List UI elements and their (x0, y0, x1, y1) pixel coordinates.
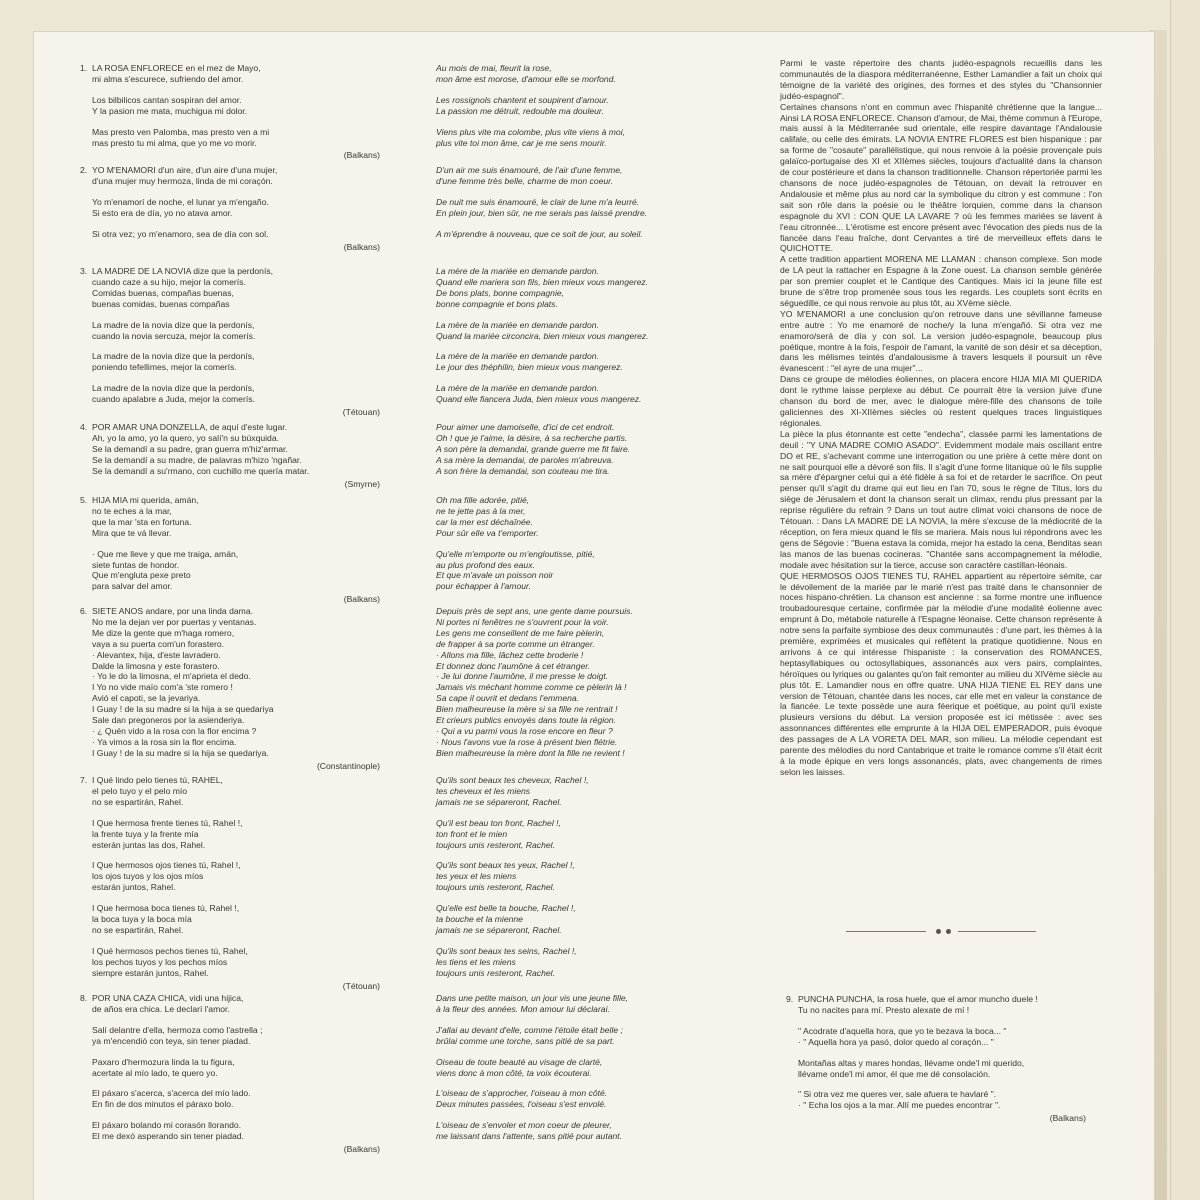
lyric-line: mon âme est morose, d'amour elle se morfond. (436, 73, 616, 84)
song-block (80, 495, 380, 605)
song-origin: (Tétouan) (342, 407, 380, 418)
translation-block (436, 422, 734, 477)
lyric-line: esterán juntas las dos, Rahel. (92, 839, 206, 850)
stanza-gap (92, 1078, 380, 1088)
song-block (80, 63, 380, 161)
song-origin: (Smyrne) (344, 478, 380, 489)
lyric-line: Montañas altas y mares hondas, llévame onde'l mi querido, (798, 1057, 1025, 1068)
song-number: 6. (80, 606, 88, 616)
lyric-line: POR UNA CAZA CHICA, vidi una hijica, (92, 993, 244, 1003)
stanza-gap (92, 1015, 380, 1025)
stanza-gap (436, 219, 734, 229)
lyric-line: · " Aquella hora ya pasó, dolor quedo al coraçón... " (798, 1036, 994, 1047)
lyric-line: · Yo le do la limosna, el m'aprieta el dedo. (92, 671, 251, 682)
stanza-gap (436, 187, 734, 197)
lyric-line: El páxaro bolando mi corasón llorando. (92, 1120, 242, 1131)
song-9-lyrics (786, 994, 1086, 1124)
lyric-line: I Que hermosos ojos tienes tú, Rahel !, (92, 860, 241, 871)
lyric-line: I Guay ! de la su madre si la hija se quedariya. (92, 747, 269, 758)
lyric-line: el pelo tuyo y el pelo mío (92, 785, 188, 796)
stanza-gap (92, 850, 380, 860)
lyric-line: I Qué lindo pelo tienes tú, RAHEL, (92, 775, 223, 785)
lyric-line: Et crieurs publics envoyés dans toute la région. (436, 715, 617, 726)
lyric-line: · ¿ Quén vido a la rosa con la flor encima ? (92, 725, 257, 736)
stanza-gap (92, 187, 380, 197)
lyric-line: Qu'ils sont beaux tes cheveux, Rachel !, (436, 775, 589, 785)
lyric-line: En fin de dos minutos el páraxo bolo. (92, 1099, 234, 1110)
lyric-line: I Que hermosa frente tienes tú, Rahel !, (92, 817, 243, 828)
lyric-line: vaya a su puerta com'un forastero. (92, 638, 225, 649)
lyric-line: Qu'elle m'emporte ou m'engloutisse, pitié, (436, 548, 595, 559)
lyric-line: La madre de la novia dize que la perdonís, (92, 351, 255, 362)
song-number: 3. (80, 266, 88, 276)
lyric-line: cuando apalabre a Juda, mejor la comerís. (92, 394, 255, 405)
lyric-line: Se la demandí a su madre, de palavras m'hizo 'ngañar. (92, 454, 302, 465)
lyric-line: que la mar 'sta en fortuna. (92, 516, 192, 527)
lyric-line: Qu'elle est belle ta bouche, Rachel !, (436, 903, 576, 914)
lyric-line: car la mer est déchaînée. (436, 516, 533, 527)
lyric-line: · Qui a vu parmi vous la rose encore en fleur ? (436, 725, 613, 736)
translation-block (436, 63, 734, 148)
lyric-line: Dans une petite maison, un jour vis une jeune fille, (436, 993, 629, 1003)
lyric-line: la frente tuya y la frente mía (92, 828, 199, 839)
translation-block (436, 775, 734, 979)
lyric-line: En plein jour, bien sûr, ne me serais pas laissé prendre. (436, 207, 648, 218)
lyric-line: au plus profond des eaux. (436, 559, 535, 570)
song-number: 9. (786, 994, 794, 1004)
lyric-line: Deux minutes passées, l'oiseau s'est envolé. (436, 1099, 607, 1110)
lyric-line: brûlai comme une torche, sans pitié de sa part. (436, 1035, 615, 1046)
lyric-line: · Ya vimos a la rosa sin la flor encima. (92, 736, 237, 747)
lyric-line: Que m'engluta pexe preto (92, 570, 191, 581)
lyric-line: A sa mère la demandai, de paroles m'abreuva. (436, 454, 614, 465)
stanza-gap (92, 117, 380, 127)
lyric-line: llévame onde'l mi amor, él que me dé consolación. (798, 1068, 991, 1079)
lyric-line: La passion me détruit, redouble ma douleur. (436, 105, 604, 116)
stanza-gap (92, 219, 380, 229)
lyric-line: PUNCHA PUNCHA, la rosa huele, que el amor muncho duele ! (798, 994, 1038, 1004)
lyric-line: Pour sûr elle va t'emporter. (436, 527, 539, 538)
stanza-gap (436, 85, 734, 95)
translation-block (436, 495, 734, 592)
lyric-line: Le jour des théphilin, bien mieux vous mangerez. (436, 362, 623, 373)
lyric-line: poniendo tefellimes, mejor la comerís. (92, 362, 237, 373)
sleeve-edge (1170, 0, 1200, 1200)
lyric-line: ya m'encendió con teya, sin tener piadad. (92, 1035, 251, 1046)
commentary-paragraph: La pièce la plus étonnante est cette "endecha", classée parmi les lamentations de deuil : "Y UNA MADRE COMIO ASADO". Evidemment modale mais oscillant entre DO et RE, s'achevant comme une interrogation ou une prière à cette mère dont on ne sait pourquoi elle a dévoré son fils. Il s'agit d'une forme litanique où le fils supplie sa mère d'épargner celui qui a été fidèle à sa foi et de retarder le sacrifice. On peut penser qu'il s'agit du drame qui eut lieu en l'an 70, sous le règne de Titus, lors du siège de Jérusalem et dont la chanson serait un climax, rendu plus pressant par la reprise régulière du refrain ? Dans un tout autre climat voici chansons de noce de Tétouan. : Dans LA MADRE DE LA NOVIA, la mère s'excuse de la médiocrité de la réception, on fera mieux quand le fils se mariera. Mais nous lui répondrons avec les gens de Ségovie : "Buena estava la comida, mejor ha estado la cena, Benditas sean las manos de las buenas cocineras. "Chantée sans accompagnement la mélodie, modale avec hésitation sur la tierce, accuse son caractère castillan-léonais. (780, 428, 1102, 570)
lyric-line: para salvar del amor. (92, 581, 173, 592)
lyric-line: Les gens me conseillent de me faire pèlerin, (436, 627, 605, 638)
lyric-line: La madre de la novia dize que la perdonís, (92, 319, 255, 330)
lyric-line: · Je lui donne l'aumône, il me presse le doigt. (436, 671, 609, 682)
lyric-line: d'une femme très belle, charme de mon coeur. (436, 175, 614, 186)
lyric-line: Viens plus vite ma colombe, plus vite viens à moi, (436, 126, 625, 137)
translation-block (436, 266, 734, 405)
stanza-gap (92, 936, 380, 946)
lyric-line: Sa cape il ouvrit et dedans l'emmena. (436, 693, 580, 704)
translation-block (436, 165, 734, 240)
lyric-line: Les rossignols chantent et soupirent d'amour. (436, 94, 609, 105)
lyric-line: tes cheveux et les miens (436, 785, 531, 796)
lyric-line: Oh ma fille adorée, pitié, (436, 495, 530, 505)
lyric-line: La mère de la mariée en demande pardon. (436, 351, 599, 362)
lyric-line: les tiens et les miens (436, 956, 516, 967)
lyric-line: La madre de la novia dize que la perdonís, (92, 383, 255, 394)
song-number: 4. (80, 422, 88, 432)
lyric-line: La mère de la mariée en demande pardon. (436, 383, 599, 394)
lyric-line: no se espartirán, Rahel. (92, 796, 184, 807)
stanza-gap (436, 893, 734, 903)
commentary-paragraph: Parmi le vaste répertoire des chants judéo-espagnols recueillis dans les communautés de la diaspora méditerranéenne, Esther Lamandier a fait un choix qui témoigne de la variété des origines, des formes et des styles du "Chansonnier judéo-espagnol". (780, 58, 1102, 101)
stanza-gap (92, 310, 380, 320)
stanza-gap (436, 808, 734, 818)
stanza-gap (436, 1047, 734, 1057)
lyric-line: à la fleur des années. Mon amour lui déclarai. (436, 1003, 610, 1014)
lyric-line: estarán juntos, Rahel. (92, 882, 176, 893)
song-origin: (Constantinople) (316, 760, 380, 771)
lyric-line: Tu no nacites para mí. Presto alexate de mí ! (798, 1004, 970, 1015)
lyric-line: Avió el capoti, se la jevariya. (92, 693, 201, 704)
lyric-line: No me la dejan ver por puertas y ventanas. (92, 616, 257, 627)
lyric-line: La mère de la mariée en demande pardon. (436, 319, 599, 330)
lyric-line: Si otra vez; yo m'enamoro, sea de día con sol. (92, 228, 269, 239)
lyric-line: Los bilbilicos cantan sospiran del amor. (92, 94, 242, 105)
lyric-line: siete funtas de hondor. (92, 559, 179, 570)
lyric-line: ta bouche et la mienne (436, 914, 523, 925)
lyric-line: de frapper à sa porte comme un étranger. (436, 638, 595, 649)
lyric-line: Mas presto ven Palomba, mas presto ven a mi (92, 126, 270, 137)
stanza-gap (92, 808, 380, 818)
lyric-line: SIETE ANOS andare, por una linda dama. (92, 606, 253, 616)
song-origin: (Balkans) (343, 1144, 380, 1155)
lyric-line: toujours unis resteront, Rachel. (436, 882, 555, 893)
lyric-line: los pechos tuyos y los pechos míos (92, 956, 228, 967)
lyric-line: El páxaro s'acerca, s'acerca del mío lado. (92, 1088, 251, 1099)
lyric-line: J'allai au devant d'elle, comme l'étoile était belle ; (436, 1024, 623, 1035)
lyric-line: mas presto tu mi alma, que yo me vo morir. (92, 137, 257, 148)
lyric-line: Comidas buenas, compañas buenas, (92, 287, 234, 298)
lyric-line: no te eches a la mar, (92, 505, 172, 516)
lyric-line: Me dize la gente que m'haga romero, (92, 627, 235, 638)
lyric-line: los ojos tuyos y los ojos míos (92, 871, 204, 882)
stanza-gap (92, 85, 380, 95)
lyric-line: Se la demandí a su padre, gran guerra m'hiz'armar. (92, 443, 288, 454)
lyric-line: viens donc à mon côté, ta voix écouterai. (436, 1067, 592, 1078)
lyric-line: I Yo no vide maïo com'a 'ste romero ! (92, 682, 233, 693)
song-number: 8. (80, 993, 88, 1003)
lyric-line: A son frère la demandai, son couteau me tira. (436, 465, 610, 476)
lyric-line: Jamais vis méchant homme comme ce pèlerin là ! (436, 682, 627, 693)
commentary-paragraph: Certaines chansons n'ont en commun avec l'hispanité chrétienne que la langue... Ainsi LA ROSA ENFLORECE. Chanson d'amour, de Mai, thème commun à l'Europe, mais aussi à la Méditerranée sud orientale, elle respire davantage l'Andalousie califale, ou celle des émirats. LA NOVIA ENTRE FLORES est bien hispanique : par sa forme de "cosaute" parallélistique, qui nous renvoie à la poésie provençale puis galaïco-portugaise des XI et XIIèmes siècles, toujours d'actualité dans la chanson de cour postérieure et dans la chanson traditionnelle. Chanson répertoriée parmi les chansons de noce judéo-espagnoles de Tétouan, on devait la retrouver en Andalousie et même plus au nord car la symbolique du citron y est commune : l'on sait son rôle dans la poésie ou le théâtre lorquien, comme dans la chanson espagnole du XVI : CON QUE LA LAVARE ? où les femmes mariées se lavent à l'eau citronnée... L'érotisme est encore présent avec l'évocation des pieds nus de la fiancée dans l'eau fraîche, dont Cervantes a tiré de merveilleux effets dans le QUICHOTTE. (780, 101, 1102, 254)
stanza-gap (92, 893, 380, 903)
lyric-line: toujours unis resteront, Rachel. (436, 967, 555, 978)
song-block (80, 165, 380, 252)
lyric-line: De nuit me suis énamouré, le clair de lune m'a leurré. (436, 196, 640, 207)
lyric-line: Depuis près de sept ans, une gente dame poursuis. (436, 606, 633, 616)
stanza-gap (436, 1015, 734, 1025)
lyric-line: la boca tuya y la boca mía (92, 914, 192, 925)
song-number: 2. (80, 165, 88, 175)
lyric-line: Bien malheureuse la mère si sa fille ne rentrait ! (436, 704, 618, 715)
lyric-line: Mira que te vá llevar. (92, 527, 172, 538)
lyric-line: Et donnez donc l'aumône à cet étranger. (436, 660, 591, 671)
commentary-paragraph: QUE HERMOSOS OJOS TIENES TU, RAHEL appartient au répertoire sémite, car le dévoilement de la mariée par le marié n'est pas traité dans le chansonnier de noces hispano-chrétien. La chanson est ancienne : sa forme montre une influence troubadouresque certaine, confirmée par la mélodie d'une modalité éolienne avec emprunt à Do, métabole naturelle à l'Espagne léonaise. Cette chanson représente à notre sens la parfaite symbiose des deux communautés : d'une part, les thèmes à la première, exprimées et musicales qui reflètent la pratique quotidienne. Nous en arrivons à ce qui intéresse l'hispaniste : la conservation des ROMANCES, heptasyllabiques ou octosyllabiques, assonancés aux vers pairs, complaintes, héroïques ou lyriques ou galantes qu'on fait remonter au milieu du XIVème siècle au plus tôt. E. Lamandier nous en offre quatre. UNA HIJA TIENE EL REY dans une version de Tétouan, chantée dans les noces, car elle met en valeur la constance de la fiancée. Le texte possède une aura féerique et poétique, au point qu'il existe plusieurs versions du début. La version proposée est ici métissée : avec ses assonnances différentes elle emprunte à la HIJA DEL EMPERADOR, puis évoque des passages de A LA VORETA DEL MAR, son milieu. La mélodie cependant est parente des mélodies du nord Cantabrique et traite le romance comme s'il était écrit à la mode épique en vers longs assonancés, plats, avec changements de rimes selon les laisses. (780, 570, 1102, 777)
song-origin: (Balkans) (343, 241, 380, 252)
ornament-divider (846, 929, 1036, 935)
lyric-line: Bien malheureuse la mère dont la fille ne revient ! (436, 747, 625, 758)
lyric-line: · Nous l'avons vue la rose à présent bien flétrie. (436, 736, 618, 747)
lyric-line: El me dexó asperando sin tener piadad. (92, 1131, 244, 1142)
stanza-gap (92, 1047, 380, 1057)
lyric-line: Y la pasion me mata, muchigua mi dolor. (92, 105, 248, 116)
lyric-line: A m'éprendre à nouveau, que ce soit de jour, au soleil. (436, 228, 643, 239)
commentary-column (780, 58, 1102, 778)
lyric-line: tes yeux et les miens (436, 871, 517, 882)
song-number: 7. (80, 775, 88, 785)
lyrics-page (34, 32, 1154, 1200)
lyric-line: Au mois de mai, fleurit la rose, (436, 63, 552, 73)
lyric-line: Et que m'avale un poisson noir (436, 570, 554, 581)
stanza-gap (436, 539, 734, 549)
lyric-line: Paxaro d'hermozura linda la tu figura, (92, 1056, 235, 1067)
stanza-gap (436, 310, 734, 320)
lyric-line: POR AMAR UNA DONZELLA, de aquí d'este lugar. (92, 422, 288, 432)
lyric-line: plus vite toi mon âme, car je me sens mourir. (436, 137, 607, 148)
lyric-line: siempre estarán juntos, Rahel. (92, 967, 209, 978)
lyric-line: " Acodrate d'aquella hora, que yo te bezava la boca... " (798, 1025, 1007, 1036)
lyric-line: Oiseau de toute beauté au visage de clarté, (436, 1056, 603, 1067)
lyric-line: jamais ne se sépareront, Rachel. (436, 924, 562, 935)
stanza-gap (436, 936, 734, 946)
lyric-line: A son père la demandai, grande guerre me fit faire. (436, 443, 631, 454)
lyric-line: Ni portes ni fenêtres ne s'ouvrent pour la voir. (436, 616, 609, 627)
stanza-gap (436, 850, 734, 860)
lyric-line: Dalde la limosna y este forastero. (92, 660, 220, 671)
stanza-gap (92, 341, 380, 351)
lyric-line: Ah, yo la amo, yo la quero, yo salí'n su búxquida. (92, 432, 279, 443)
song-origin: (Balkans) (343, 150, 380, 161)
lyric-line: cuando caze a su hijo, mejor la comerís. (92, 276, 246, 287)
lyric-line: Qu'il est beau ton front, Rachel !, (436, 817, 561, 828)
lyric-line: I Qué hermosos pechos tienes tú, Rahel, (92, 945, 248, 956)
song-number: 1. (80, 63, 88, 73)
stanza-gap (436, 1110, 734, 1120)
lyric-line: mi alma s'escurece, sufriendo del amor. (92, 73, 244, 84)
commentary-paragraph: Dans ce groupe de mélodies éoliennes, on placera encore HIJA MIA MI QUERIDA dont le rythme laisse perplexe au début. Ce pourrait être la version juive d'une chanson du bord de mer, avec le dialogue mère-fille des chansons de toile galiciennes des XI-XIIèmes siècles où restent quelques traces linguistiques régionales. (780, 374, 1102, 428)
lyric-line: De bons plats, bonne compagnie, (436, 287, 565, 298)
lyric-line: Oh ! que je l'aime, la désire, à sa recherche partis. (436, 432, 628, 443)
lyric-line: Pour aimer une damoiselle, d'ici de cet endroit. (436, 422, 615, 432)
lyric-line: ton front et le mien (436, 828, 508, 839)
stanza-gap (436, 341, 734, 351)
lyric-line: Quand elle mariera son fils, bien mieux vous mangerez. (436, 276, 649, 287)
song-block (80, 775, 380, 992)
lyric-line: Salí delantre d'ella, hermoza como l'astrella ; (92, 1024, 263, 1035)
stanza-gap (436, 1078, 734, 1088)
lyric-line: de años era chica. Le declarí l'amor. (92, 1003, 230, 1014)
lyric-line: La mère de la mariée en demande pardon. (436, 266, 599, 276)
lyric-line: Yo m'enamorí de noche, el lunar ya m'engaño. (92, 196, 269, 207)
lyric-line: LA ROSA ENFLORECE en el mez de Mayo, (92, 63, 261, 73)
lyric-line: Sale dan pregoneros por la asienderiya. (92, 715, 245, 726)
song-block (80, 993, 380, 1155)
stanza-gap (436, 373, 734, 383)
lyric-line: Qu'ils sont beaux tes yeux, Rachel !, (436, 860, 575, 871)
song-block (80, 266, 380, 418)
lyric-line: " Si otra vez me queres ver, sale afuera te havlaré ". (798, 1089, 997, 1100)
lyric-line: acertate al mío lado, te quero yo. (92, 1067, 218, 1078)
lyric-line: Si esto era de día, yo no atava amor. (92, 207, 233, 218)
song-block (80, 422, 380, 489)
song-block (786, 994, 1086, 1124)
lyric-line: Qu'ils sont beaux tes seins, Rachel !, (436, 945, 577, 956)
lyric-line: ne te jette pas à la mer, (436, 505, 526, 516)
lyric-line: · Alevantex, hija, d'este lavradero. (92, 649, 221, 660)
lyric-line: cuando la novia sercuza, mejor la comerís. (92, 330, 256, 341)
commentary-paragraph: YO M'ENAMORI a une conclusion qu'on retrouve dans une sévillanne fameuse entre autre : Yo me enamoré de noche/y la luna m'engañó. Si otra vez me enamoro/será de día y con sol. La version judéo-espagnole, beaucoup plus poétique, montre à la fois, l'espoir de l'amant, la vanité de son désir et sa déception, dans les mélismes teintés d'andalousisme à travers lesquels il poursuit un rêve évanescent : "el ayre de una mujer"... (780, 308, 1102, 374)
lyric-line: D'un air me suis énamouré, de l'air d'une femme, (436, 165, 623, 175)
lyric-line: pour échapper à l'amour. (436, 581, 531, 592)
song-origin: (Balkans) (343, 594, 380, 605)
stanza-gap (798, 1048, 1086, 1058)
stanza-gap (798, 1016, 1086, 1026)
song-block (80, 606, 380, 772)
lyric-line: LA MADRE DE LA NOVIA dize que la perdonís, (92, 266, 274, 276)
lyric-line: · Que me lleve y que me traiga, amán, (92, 548, 239, 559)
lyric-line: L'oiseau de s'envoler et mon coeur de pleurer, (436, 1120, 612, 1131)
stanza-gap (436, 117, 734, 127)
lyric-line: Se la demandí a su'rmano, con cuchillo me quería matar. (92, 465, 310, 476)
song-origin: (Balkans) (1049, 1113, 1086, 1124)
lyric-line: jamais ne se sépareront, Rachel. (436, 796, 562, 807)
stanza-gap (92, 373, 380, 383)
lyric-line: toujours unis resteront, Rachel. (436, 839, 555, 850)
stanza-gap (798, 1079, 1086, 1089)
lyric-line: · Allons ma fille, lâchez cette broderie ! (436, 649, 584, 660)
stanza-gap (92, 539, 380, 549)
song-number: 5. (80, 495, 88, 505)
lyric-line: me laissant dans l'attente, sans pitié pour autant. (436, 1131, 623, 1142)
lyric-line: YO M'ENAMORI d'un aire, d'un aire d'una mujer, (92, 165, 278, 175)
translation-block (436, 606, 734, 759)
lyric-line: Quand elle fiancera Juda, bien mieux vous mangerez. (436, 394, 642, 405)
lyric-line: I Guay ! de la su madre si la hija a se quedariya (92, 704, 274, 715)
lyric-line: · " Echa los ojos a la mar. Allí me puedes encontrar ". (798, 1100, 1001, 1111)
lyric-line: no se espartirán, Rahel. (92, 924, 184, 935)
translation-block (436, 993, 734, 1142)
commentary-paragraph: A cette tradition appartient MORENA ME LLAMAN : chanson complexe. Son mode de LA peut la rattacher en Espagne à la Zone ouest. La chanson semble générée par son premier couplet et le Cantique des Cantiques. Mais ici la jeune fille est brune de s'être trop promenée sous tous les regards. Les couplets sont écrits en séguedille, ce qui nous renvoie au plus tôt, au XVème siècle. (780, 254, 1102, 308)
lyric-line: buenas comidas, buenas compañas (92, 298, 230, 309)
lyric-line: HIJA MIA mi querida, amán, (92, 495, 199, 505)
lyric-line: L'oiseau de s'approcher, l'oiseau à mon côté. (436, 1088, 608, 1099)
lyric-line: I Que hermosa boca tienes tú, Rahel !, (92, 903, 240, 914)
lyric-line: d'una mujer muy hermoza, linda de mi coraçón. (92, 175, 273, 186)
stanza-gap (92, 1110, 380, 1120)
lyric-line: bonne compagnie et bons plats. (436, 298, 558, 309)
song-origin: (Tétouan) (342, 980, 380, 991)
lyric-line: Quand la mariée circoncira, bien mieux vous mangerez. (436, 330, 649, 341)
